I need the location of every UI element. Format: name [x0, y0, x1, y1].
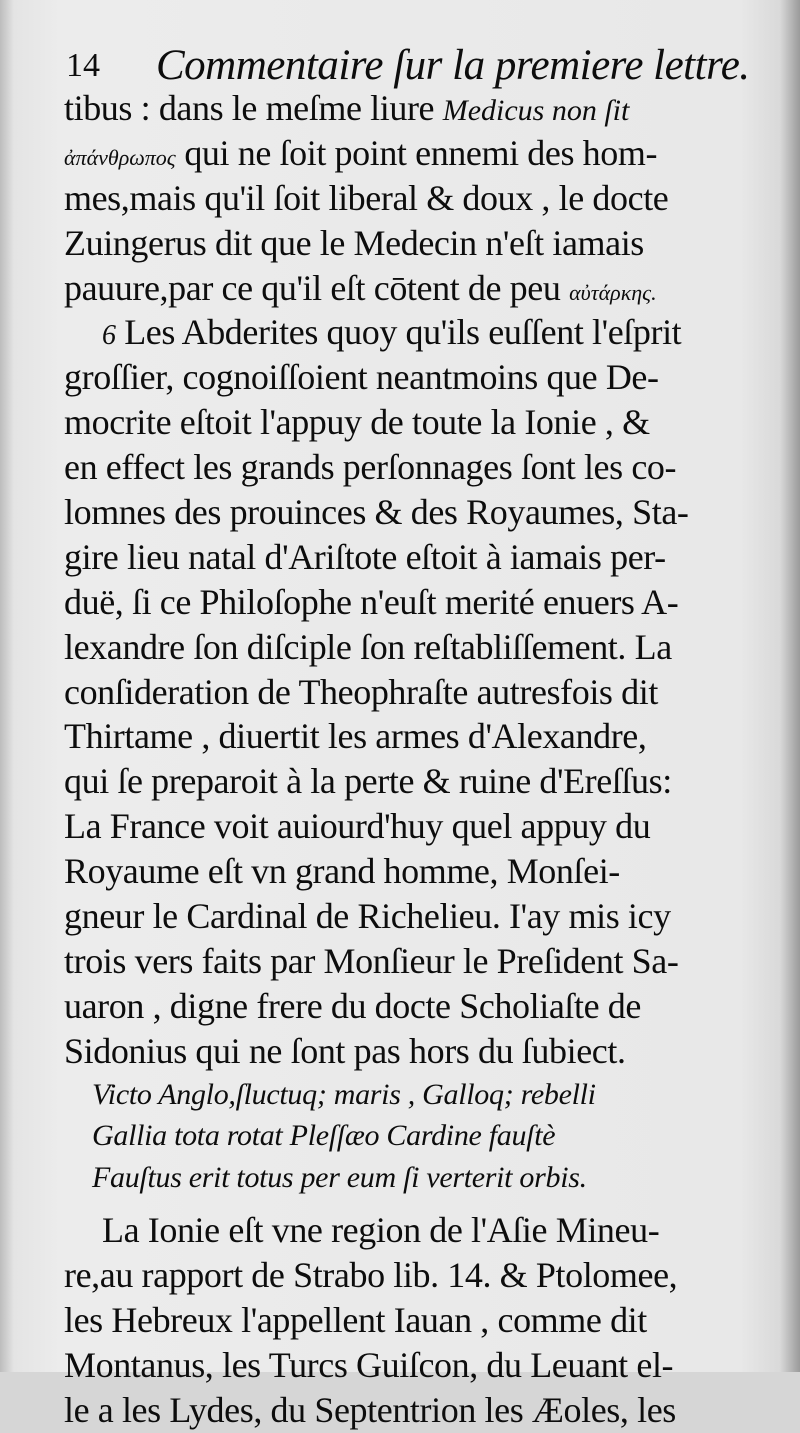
text-line: mocrite eſtoit l'appuy de toute la Ionie , &: [64, 402, 650, 443]
text-line: La France voit auiourd'huy quel appuy du: [64, 806, 651, 847]
verse-line: Gallia tota rotat Pleſſæo Cardine fauſtè: [92, 1119, 556, 1153]
text-line: en effect les grands perſonnages ſont les co-: [64, 447, 677, 488]
text-line: gire lieu natal d'Ariſtote eſtoit à iamais per-: [64, 536, 666, 577]
text-line: 6 Les Abderites quoy qu'ils euſſent l'eſprit: [102, 312, 682, 353]
page-number: 14: [66, 47, 100, 84]
text-line: Royaume eſt vn grand homme, Monſei-: [64, 851, 620, 892]
text-line: pauure,par ce qu'il eſt cōtent de peu αὐτάρκης.: [64, 267, 657, 308]
text-line: uaron , digne frere du docte Scholiaſte de: [64, 985, 641, 1026]
body-text: [64, 86, 734, 1433]
text-line: mes,mais qu'il ſoit liberal & doux , le docte: [64, 177, 669, 218]
text-line: Zuingerus dit que le Medecin n'eſt iamais: [64, 222, 644, 263]
text-line: duë, ſi ce Philoſophe n'euſt merité enuers A-: [64, 581, 679, 622]
text-line: La Ionie eſt vne region de l'Aſie Mineu-: [102, 1210, 660, 1251]
text-line: re,au rapport de Strabo lib. 14. & Ptolomee,: [64, 1254, 678, 1295]
text-line: Thirtame , diuertit les armes d'Alexandre,: [64, 716, 647, 757]
text-line: conſideration de Theophraſte autresfois dit: [64, 671, 658, 712]
text-line: qui ſe preparoit à la perte & ruine d'Ereſſus:: [64, 761, 672, 802]
note-number: 6: [102, 320, 116, 352]
text-line: trois vers faits par Monſieur le Preſident Sa-: [64, 940, 679, 981]
verse-line: Fauſtus erit totus per eum ſi verterit orbis.: [92, 1160, 587, 1194]
running-title: Commentaire ſur la premiere lettre.: [156, 42, 750, 89]
text-line: groſſier, cognoiſſoient neantmoins que De-: [64, 357, 659, 398]
text-line: le a les Lydes, du Septentrion les Æoles, les: [64, 1389, 676, 1430]
text-line: lomnes des prouinces & des Royaumes, Sta-: [64, 492, 689, 533]
text-line: tibus : dans le meſme liure Medicus non ſit: [64, 88, 630, 128]
text-line: Sidonius qui ne ſont pas hors du ſubiect.: [64, 1030, 626, 1071]
text-line: gneur le Cardinal de Richelieu. I'ay mis icy: [64, 896, 671, 937]
text-line: les Hebreux l'appellent Iauan , comme dit: [64, 1299, 647, 1340]
spacer: [64, 1198, 734, 1208]
text-line: Montanus, les Turcs Guiſcon, du Leuant el-: [64, 1344, 674, 1385]
verse-line: Victo Anglo,ſluctuq; maris , Galloq; rebelli: [92, 1077, 596, 1111]
text-line: ἀπάνθρωπος qui ne ſoit point ennemi des hom-: [64, 132, 658, 173]
text-line: lexandre ſon diſciple ſon reſtabliſſement. La: [64, 626, 672, 667]
